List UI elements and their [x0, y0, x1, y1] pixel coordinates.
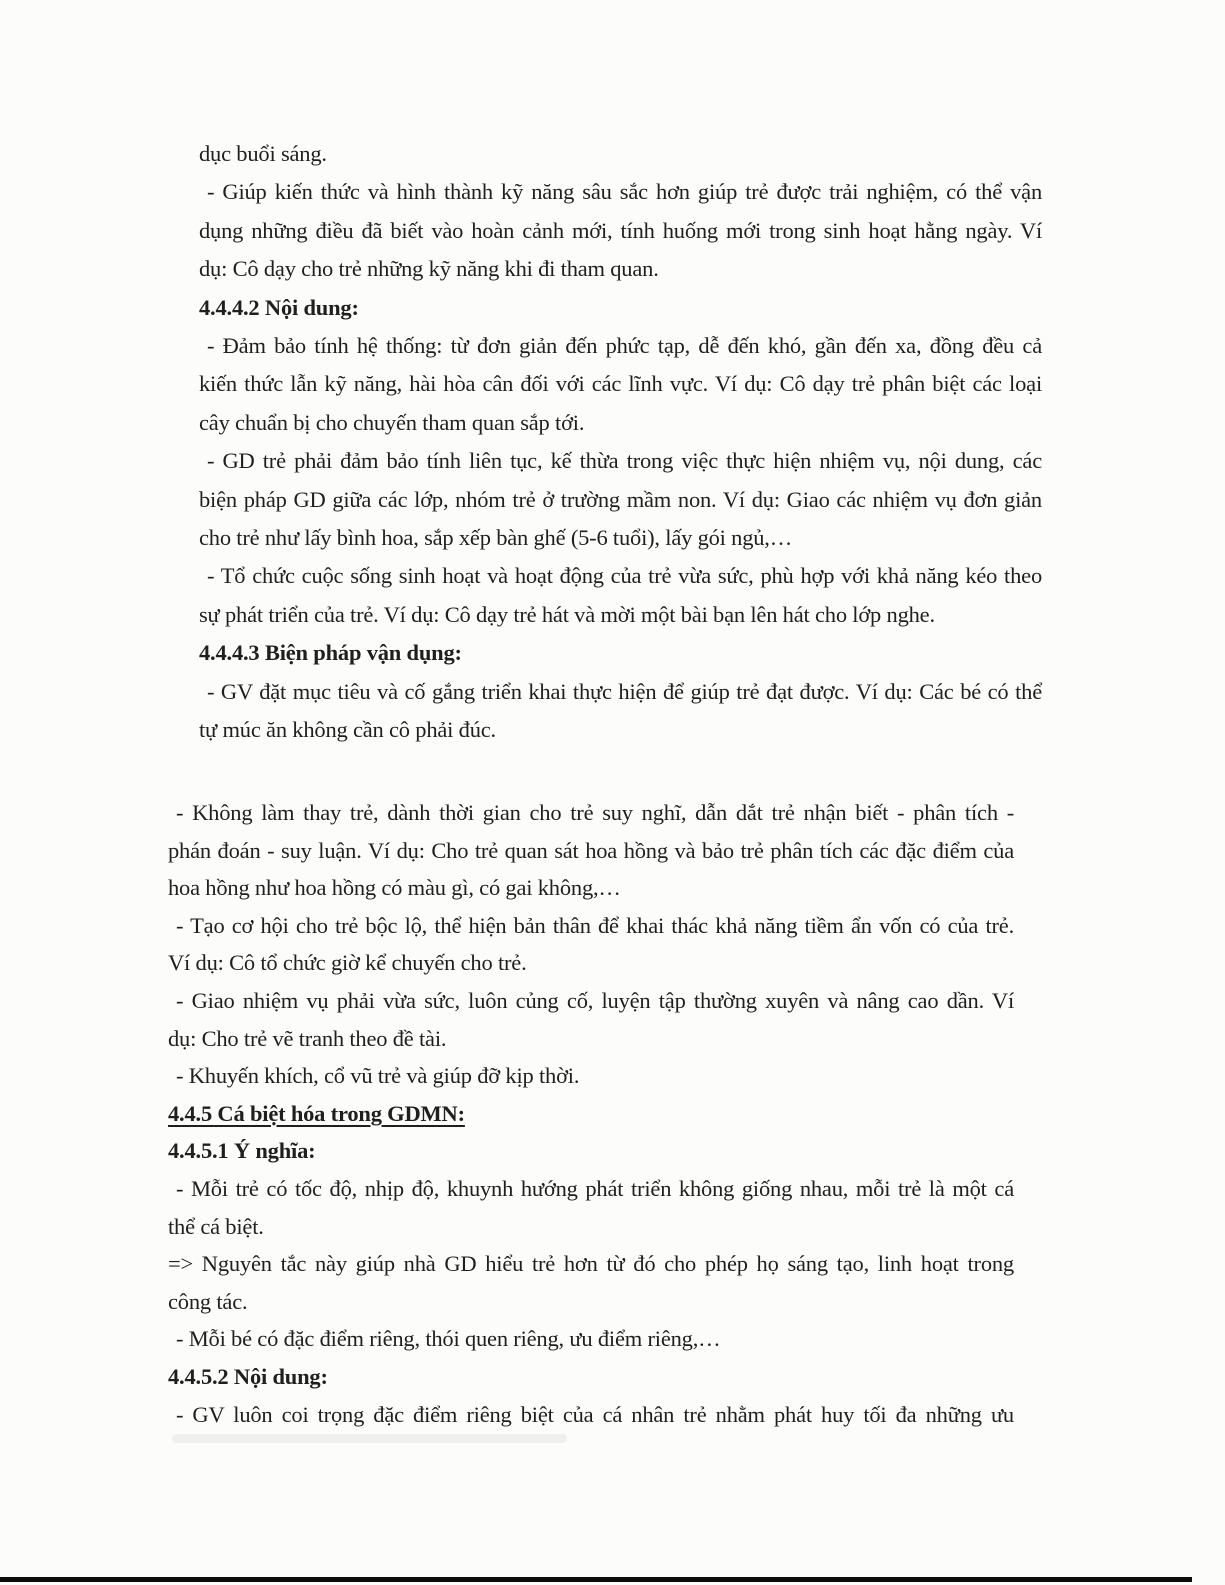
text-line: - Mỗi trẻ có tốc độ, nhịp độ, khuynh hướng phát triển không giống nhau, mỗi trẻ là một cá: [176, 1175, 1014, 1201]
text-line: - Mỗi bé có đặc điểm riêng, thói quen riêng, ưu điểm riêng,…: [176, 1326, 721, 1352]
paragraph: [168, 794, 1014, 907]
paragraph: [168, 982, 1014, 1057]
text-line: cho trẻ như lấy bình hoa, sắp xếp bàn ghế (5-6 tuổi), lấy gói ngủ,…: [199, 525, 793, 551]
paragraph: [199, 173, 1042, 288]
text-line: dục buổi sáng.: [199, 141, 327, 166]
text-line: 4.4.4.2 Nội dung:: [199, 294, 359, 320]
text-line: phán đoán - suy luận. Ví dụ: Cho trẻ quan sát hoa hồng và bảo trẻ phân tích các đặc điểm của: [168, 837, 1014, 863]
paragraph: [168, 1320, 1014, 1358]
scan-artifact-streak: [172, 1434, 567, 1443]
text-line: hoa hồng như hoa hồng có màu gì, có gai không,…: [168, 875, 621, 901]
paragraph: [199, 442, 1042, 557]
paragraph: [168, 1245, 1014, 1320]
paragraph: [168, 1057, 1014, 1095]
document-section-top: [199, 135, 1042, 750]
text-line: 4.4.5 Cá biệt hóa trong GDMN:: [168, 1100, 465, 1126]
text-line: sự phát triển của trẻ. Ví dụ: Cô dạy trẻ hát và mời một bài bạn lên hát cho lớp nghe.: [199, 601, 935, 627]
text-line: cây chuẩn bị cho chuyến tham quan sắp tới.: [199, 409, 585, 435]
paragraph: [168, 907, 1014, 982]
text-line: - Khuyến khích, cổ vũ trẻ và giúp đỡ kịp thời.: [176, 1063, 580, 1089]
text-line: biện pháp GD giữa các lớp, nhóm trẻ ở trường mầm non. Ví dụ: Giao các nhiệm vụ đơn giản: [199, 486, 1042, 512]
text-line: dụng những điều đã biết vào hoàn cảnh mới, tính huống mới trong sinh hoạt hằng ngày. Ví: [199, 217, 1042, 243]
text-line: dụ: Cho trẻ vẽ tranh theo đề tài.: [168, 1025, 447, 1051]
text-line: tự múc ăn không cần cô phải đúc.: [199, 717, 496, 743]
heading: [168, 1132, 1014, 1170]
document-section-bottom: [168, 794, 1014, 1433]
text-line: công tác.: [168, 1288, 248, 1314]
text-line: - Giao nhiệm vụ phải vừa sức, luôn củng cố, luyện tập thường xuyên và nâng cao dần. Ví: [176, 987, 1014, 1013]
text-line: dụ: Cô dạy cho trẻ những kỹ năng khi đi tham quan.: [199, 256, 659, 282]
paragraph: [199, 327, 1042, 442]
heading: [199, 289, 1042, 327]
paragraph: [199, 673, 1042, 750]
text-line: - GV đặt mục tiêu và cố gắng triển khai thực hiện để giúp trẻ đạt được. Ví dụ: Các bé có thể: [207, 678, 1042, 704]
text-line: - Đảm bảo tính hệ thống: từ đơn giản đến phức tạp, dễ đến khó, gần đến xa, đồng đều cả: [207, 333, 1042, 359]
text-line: - Giúp kiến thức và hình thành kỹ năng sâu sắc hơn giúp trẻ được trải nghiệm, có thể vận: [207, 179, 1042, 205]
text-line: Ví dụ: Cô tổ chức giờ kể chuyến cho trẻ.: [168, 950, 527, 976]
text-line: 4.4.5.1 Ý nghĩa:: [168, 1138, 316, 1164]
text-line: => Nguyên tắc này giúp nhà GD hiểu trẻ hơn từ đó cho phép họ sáng tạo, linh hoạt trong: [168, 1251, 1014, 1277]
page-bottom-bar: [0, 1577, 1192, 1582]
paragraph: [168, 1170, 1014, 1245]
heading: [168, 1358, 1014, 1396]
text-line: thể cá biệt.: [168, 1213, 264, 1239]
text-line: - Không làm thay trẻ, dành thời gian cho trẻ suy nghĩ, dẫn dắt trẻ nhận biết - phân tích -: [176, 800, 1014, 825]
text-line: - GD trẻ phải đảm bảo tính liên tục, kế thừa trong việc thực hiện nhiệm vụ, nội dung, các: [207, 448, 1042, 474]
paragraph: [199, 557, 1042, 634]
text-line: 4.4.4.3 Biện pháp vận dụng:: [199, 640, 462, 666]
text-line: - Tổ chức cuộc sống sinh hoạt và hoạt động của trẻ vừa sức, phù hợp với khả năng kéo theo: [207, 563, 1042, 589]
text-line: kiến thức lẫn kỹ năng, hài hòa cân đối với các lĩnh vực. Ví dụ: Cô dạy trẻ phân biệt các loại: [199, 371, 1042, 397]
text-line: - GV luôn coi trọng đặc điểm riêng biệt của cá nhân trẻ nhằm phát huy tối đa những ưu: [176, 1401, 1014, 1427]
paragraph: [199, 135, 1042, 173]
paragraph: [168, 1396, 1014, 1434]
heading: [168, 1095, 1014, 1133]
heading: [199, 634, 1042, 672]
text-line: - Tạo cơ hội cho trẻ bộc lộ, thể hiện bản thân để khai thác khả năng tiềm ẩn vốn có của trẻ.: [176, 912, 1014, 938]
text-line: 4.4.5.2 Nội dung:: [168, 1363, 328, 1389]
